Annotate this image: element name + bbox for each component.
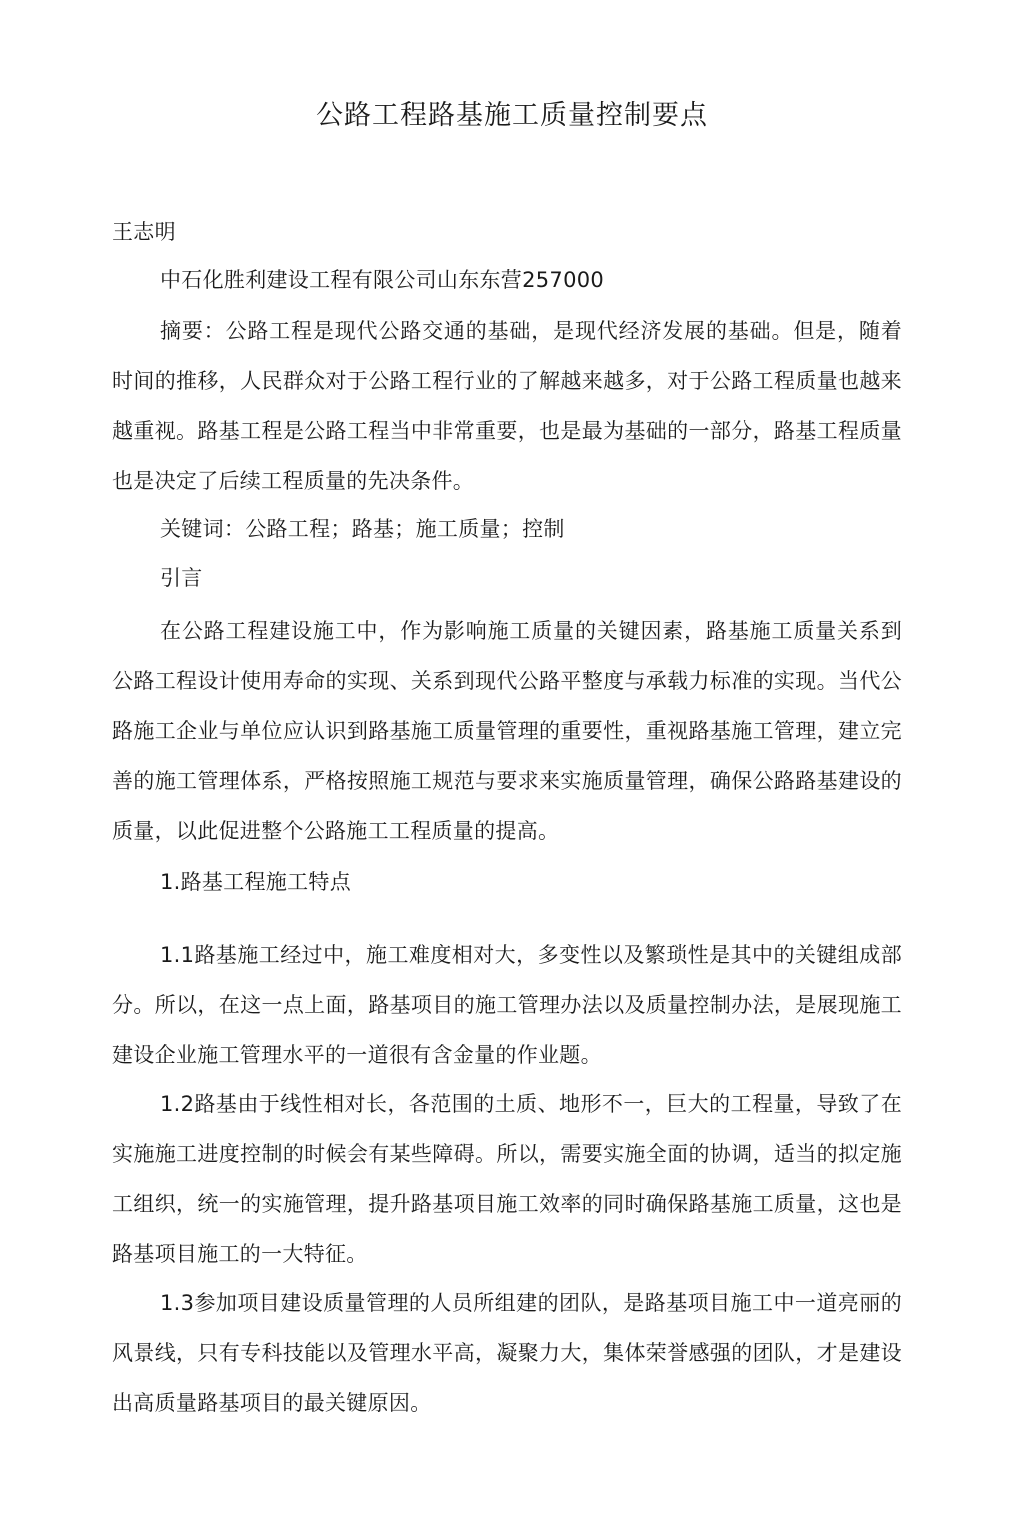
intro-heading: 引言	[160, 566, 203, 590]
paragraph-1-1: 1.1路基施工经过中，施工难度相对大，多变性以及繁琐性是其中的关键组成部分。所以，在这一点上面，路基项目的施工管理办法以及质量控制办法，是展现施工建设企业施工管理水平的一道很有含金量的作业题。	[112, 943, 902, 1067]
paragraph-1-3: 1.3参加项目建设质量管理的人员所组建的团队，是路基项目施工中一道亮丽的风景线，只有专科技能以及管理水平高，凝聚力大，集体荣誉感强的团队，才是建设出高质量路基项目的最关键原因。	[112, 1291, 902, 1415]
keywords-line: 关键词：公路工程；路基；施工质量；控制	[160, 517, 565, 541]
paragraph-1-2: 1.2路基由于线性相对长，各范围的土质、地形不一，巨大的工程量，导致了在实施施工进度控制的时候会有某些障碍。所以，需要实施全面的协调，适当的拟定施工组织，统一的实施管理，提升路基项目施工效率的同时确保路基施工质量，这也是路基项目施工的一大特征。	[112, 1092, 902, 1266]
author-affiliation: 中石化胜利建设工程有限公司山东东营257000	[160, 268, 605, 292]
abstract-paragraph: 摘要：公路工程是现代公路交通的基础，是现代经济发展的基础。但是，随着时间的推移，人民群众对于公路工程行业的了解越来越多，对于公路工程质量也越来越重视。路基工程是公路工程当中非常重要，也是最为基础的一部分，路基工程质量也是决定了后续工程质量的先决条件。	[112, 319, 902, 493]
document-title: 公路工程路基施工质量控制要点	[316, 100, 708, 131]
section-heading: 1.路基工程施工特点	[160, 870, 352, 894]
author-name: 王志明	[112, 220, 176, 244]
intro-paragraph: 在公路工程建设施工中，作为影响施工质量的关键因素，路基施工质量关系到公路工程设计使用寿命的实现、关系到现代公路平整度与承载力标准的实现。当代公路施工企业与单位应认识到路基施工质量管理的重要性，重视路基施工管理，建立完善的施工管理体系，严格按照施工规范与要求来实施质量管理，确保公路路基建设的质量，以此促进整个公路施工工程质量的提高。	[112, 619, 902, 843]
